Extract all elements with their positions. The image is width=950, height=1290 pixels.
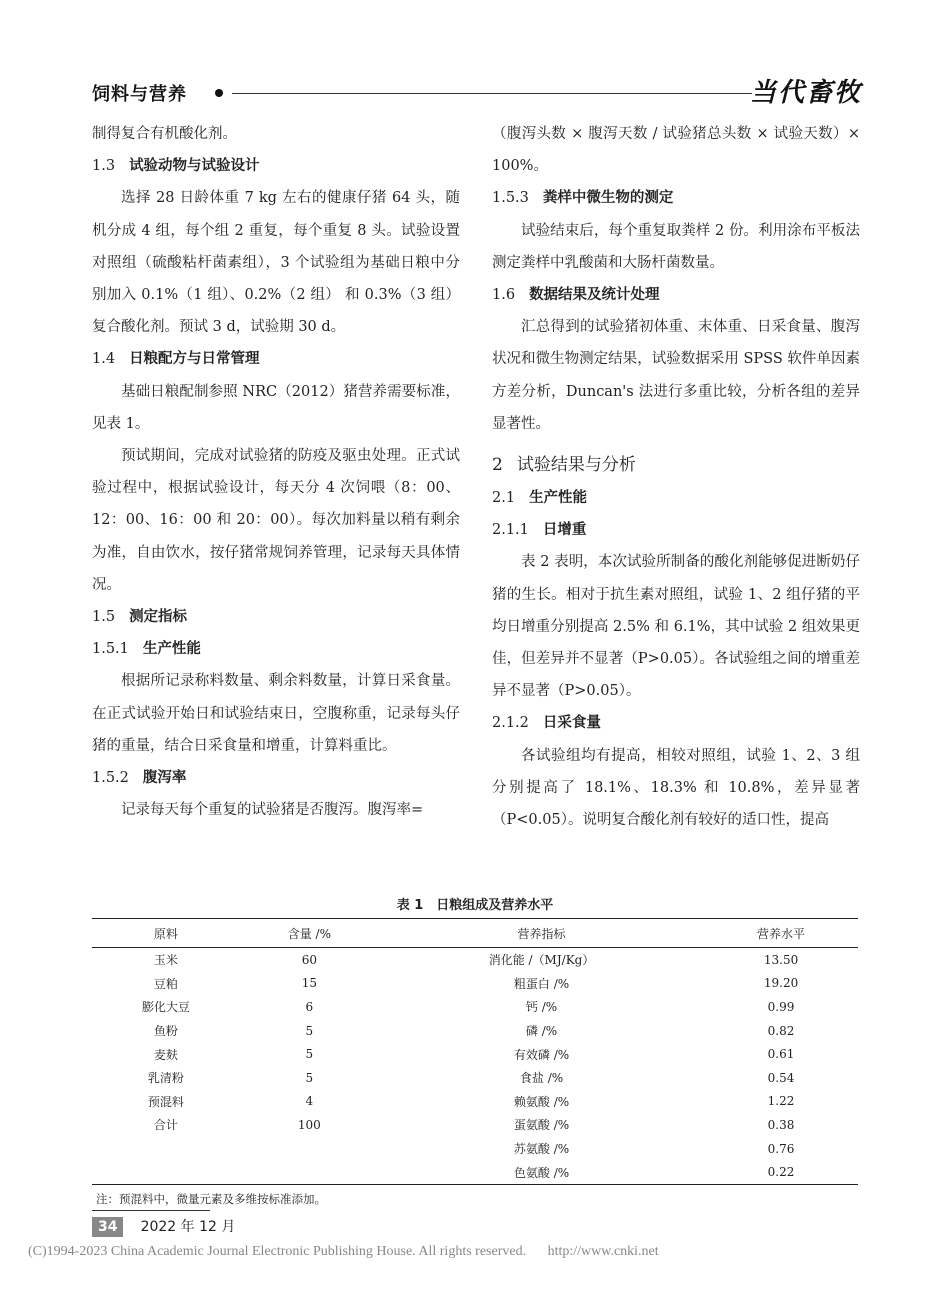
table-row xyxy=(92,1066,858,1090)
table-cell: 0.61 xyxy=(767,1047,795,1062)
table-cell: 色氨酸 /% xyxy=(379,1160,704,1184)
issue-date: 2022 年 12 月 xyxy=(140,1219,236,1235)
table-cell: 有效磷 /% xyxy=(513,1047,570,1062)
table-cell: 苏氨酸 /% xyxy=(513,1142,570,1157)
table-cell: 钙 /% xyxy=(525,1000,558,1015)
paragraph: 预试期间，完成对试验猪的防疫及驱虫处理。正式试验过程中，根据试验设计，每天分 4 次饲喂（8：00、12：00、16：00 和 20：00）。每次加料量以稍有剩余为准，自由饮水，按仔猪常规饲养管理，记录每天具体情况。 xyxy=(92,448,460,593)
table-row xyxy=(92,1160,858,1184)
table-cell: 磷 /% xyxy=(525,1024,558,1039)
heading-2-1-1: 2.1.1 日增重 xyxy=(492,522,587,539)
table-cell: 5 xyxy=(305,1023,314,1038)
table-cell: 19.20 xyxy=(763,976,799,991)
paragraph: 试验结束后，每个重复取粪样 2 份。利用涂布平板法测定粪样中乳酸菌和大肠杆菌数量。 xyxy=(492,222,860,271)
table-cell: 0.54 xyxy=(767,1070,795,1085)
table-row xyxy=(92,1019,858,1043)
column-header: 含量 /% xyxy=(240,919,379,948)
table-cell: 15 xyxy=(301,976,317,991)
table-cell: 食盐 /% xyxy=(519,1071,564,1086)
table-cell xyxy=(240,1160,379,1184)
table-cell: 0.99 xyxy=(767,999,795,1014)
table-cell: 6 xyxy=(305,999,314,1014)
table-cell: 粗蛋白 /% xyxy=(513,976,570,991)
paragraph: 制得复合有机酸化剂。 xyxy=(92,126,237,142)
table-cell: 13.50 xyxy=(763,952,799,967)
paragraph: 根据所记录称料数量、剩余料数量，计算日采食量。在正式试验开始日和试验结束日，空腹称重，记录每头仔猪的重量，结合日采食量和增重，计算料重比。 xyxy=(92,673,460,754)
table-cell: 0.38 xyxy=(767,1117,795,1132)
footer-rule xyxy=(92,1210,210,1211)
paragraph: 各试验组均有提高，相较对照组，试验 1、2、3 组分别提高了 18.1%、18.3% 和 10.8%，差异显著（P<0.05）。说明复合酸化剂有较好的适口性，提高 xyxy=(492,747,860,829)
heading-1-4: 1.4 日粮配方与日常管理 xyxy=(92,351,260,368)
paragraph: 汇总得到的试验猪初体重、末体重、日采食量、腹泻状况和微生物测定结果，试验数据采用 SPSS 软件单因素方差分析，Duncan's 法进行多重比较，分析各组的差异显著性。 xyxy=(492,319,860,432)
table-cell: 鱼粉 xyxy=(153,1024,178,1039)
section-title: 饲料与营养 xyxy=(92,84,187,105)
table-cell xyxy=(92,1160,240,1184)
heading-1-5-2: 1.5.2 腹泻率 xyxy=(92,770,187,787)
table-note: 注：预混料中，微量元素及多维按标准添加。 xyxy=(96,1191,326,1206)
table-cell xyxy=(92,1137,240,1161)
copyright-line xyxy=(28,1244,928,1260)
heading-1-6: 1.6 数据结果及统计处理 xyxy=(492,287,660,304)
table-cell: 玉米 xyxy=(153,953,178,968)
heading-1-3: 1.3 试验动物与试验设计 xyxy=(92,158,260,175)
paragraph: 记录每天每个重复的试验猪是否腹泻。腹泻率= xyxy=(121,802,424,819)
heading-2-1-2: 2.1.2 日采食量 xyxy=(492,715,601,732)
table-row xyxy=(92,1042,858,1066)
left-column xyxy=(92,118,460,826)
table-title: 表 1 日粮组成及营养水平 xyxy=(396,898,554,913)
table-cell: 消化能 /（MJ/Kg） xyxy=(488,953,595,968)
table-header-row xyxy=(92,919,858,948)
table-cell: 5 xyxy=(305,1047,314,1062)
paragraph: 表 2 表明，本次试验所制备的酸化剂能够促进断奶仔猪的生长。相对于抗生素对照组，试验 1、2 组仔猪的平均日增重分别提高 2.5% 和 6.1%，其中试验 2 组效果更佳，但差异并不显著（P>0.05）。各试验组之间的增重差异不显著（P>0.05）。 xyxy=(492,554,860,700)
table-cell: 5 xyxy=(305,1070,314,1085)
table-row xyxy=(92,1090,858,1114)
table-cell: 0.22 xyxy=(704,1160,858,1184)
paragraph: 基础日粮配制参照 NRC（2012）猪营养需要标准，见表 1。 xyxy=(92,383,460,432)
table-cell: 60 xyxy=(301,952,317,967)
running-header xyxy=(92,74,862,110)
table-cell: 100 xyxy=(297,1117,321,1132)
copyright-text: (C)1994-2023 China Academic Journal Electronic Publishing House. All rights reserved. xyxy=(28,1244,527,1259)
heading-1-5-1: 1.5.1 生产性能 xyxy=(92,641,201,658)
table-cell: 1.22 xyxy=(767,1094,795,1109)
heading-2-1: 2.1 生产性能 xyxy=(492,490,588,507)
column-header: 营养水平 xyxy=(704,919,858,948)
table-cell: 合计 xyxy=(153,1118,178,1133)
table-1 xyxy=(92,894,858,1207)
table-row xyxy=(92,972,858,996)
table-cell: 0.82 xyxy=(767,1023,795,1038)
heading-1-5-3: 1.5.3 粪样中微生物的测定 xyxy=(492,190,674,207)
table-row xyxy=(92,1113,858,1137)
header-rule xyxy=(232,93,752,94)
table-row xyxy=(92,1137,858,1161)
diet-composition-table xyxy=(92,918,858,1185)
page-footer xyxy=(92,1216,235,1240)
heading-1-5: 1.5 测定指标 xyxy=(92,609,188,626)
table-cell: 乳清粉 xyxy=(147,1071,184,1086)
table-cell: 预混料 xyxy=(147,1094,184,1109)
heading-2: 2 试验结果与分析 xyxy=(492,455,636,476)
table-row xyxy=(92,995,858,1019)
table-cell: 豆粕 xyxy=(153,976,178,991)
paragraph: （腹泻头数 × 腹泻天数 / 试验猪总头数 × 试验天数）× 100%。 xyxy=(492,126,860,175)
table-cell xyxy=(240,1137,379,1161)
journal-logo: 当代畜牧 xyxy=(749,78,862,108)
bullet-dot xyxy=(215,89,223,97)
table-cell: 0.76 xyxy=(767,1141,795,1156)
cnki-link[interactable]: http://www.cnki.net xyxy=(547,1244,659,1259)
table-row xyxy=(92,948,858,972)
table-cell: 4 xyxy=(305,1094,314,1109)
column-header: 原料 xyxy=(92,919,240,948)
page-number: 34 xyxy=(92,1217,123,1237)
right-column xyxy=(492,118,860,836)
column-header: 营养指标 xyxy=(379,919,704,948)
table-cell: 赖氨酸 /% xyxy=(513,1094,570,1109)
table-cell: 蛋氨酸 /% xyxy=(513,1118,570,1133)
paragraph: 选择 28 日龄体重 7 kg 左右的健康仔猪 64 头，随机分成 4 组，每个组 2 重复，每个重复 8 头。试验设置对照组（硫酸粘杆菌素组），3 个试验组为基础日粮中分别加入 0.1%（1 组）、0.2%（2 组） 和 0.3%（3 组）复合酸化剂。预试 3 d，试验期 30 d。 xyxy=(92,190,460,336)
table-cell: 膨化大豆 xyxy=(141,1000,190,1015)
table-cell: 麦麸 xyxy=(153,1047,178,1062)
